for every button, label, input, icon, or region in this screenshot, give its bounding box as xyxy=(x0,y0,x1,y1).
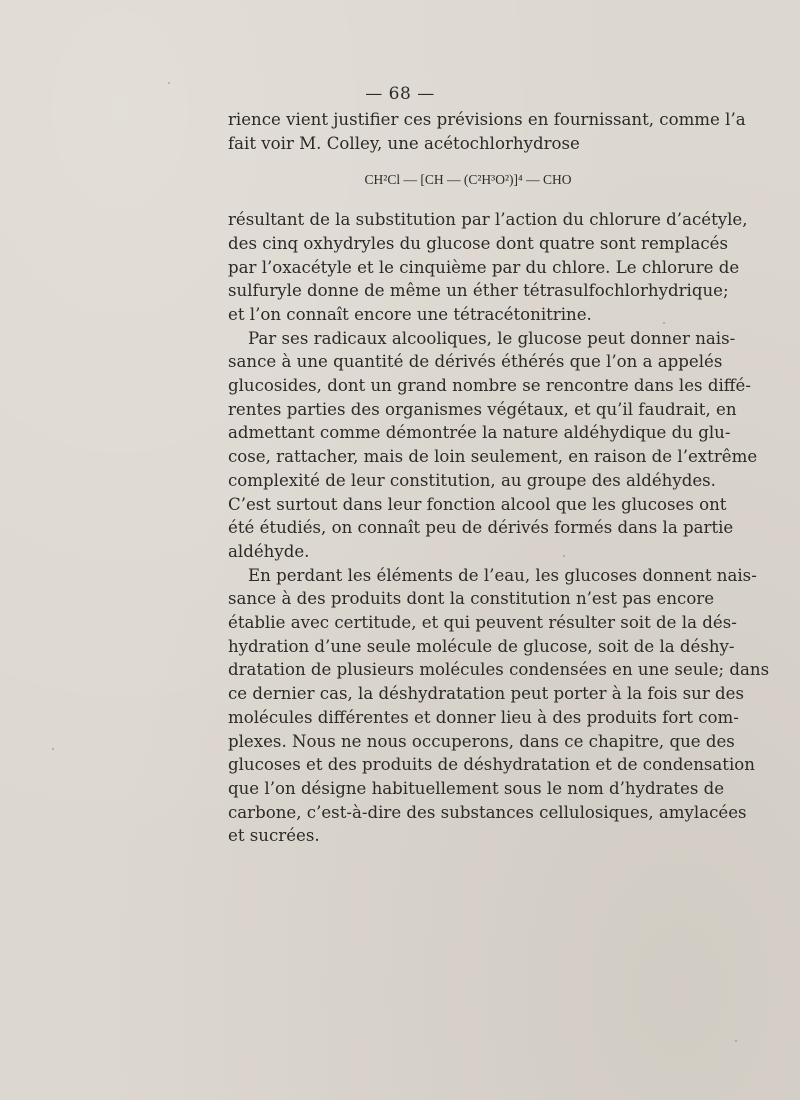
text-line: établie avec certitude, et qui peuvent résulter soit de la dés- xyxy=(228,613,737,633)
text-line: glucoses et des produits de déshydratation et de condensation xyxy=(228,755,755,775)
text-line: fait voir M. Colley, une acétochlorhydrose xyxy=(228,133,580,153)
text-line: rience vient justifier ces prévisions en fournissant, comme l’a xyxy=(228,110,746,129)
text-line: par l’oxacétyle et le cinquième par du chlore. Le chlorure de xyxy=(228,257,740,277)
text-line: des cinq oxhydryles du glucose dont quatre sont remplacés xyxy=(228,233,728,253)
text-line: admettant comme démontrée la nature aldéhydique du glu- xyxy=(228,423,731,443)
text-line: que l’on désigne habituellement sous le nom d’hydrates de xyxy=(228,778,725,798)
text-line: hydration d’une seule molécule de glucose, soit de la déshy- xyxy=(228,636,735,656)
paper-speck xyxy=(52,748,54,750)
paper-speck xyxy=(735,1040,737,1042)
chemical-formula: CH²Cl — [CH — (C²H³O²)]⁴ — CHO xyxy=(364,172,572,188)
text-line: complexité de leur constitution, au groupe des aldéhydes. xyxy=(228,470,716,490)
text-line: sance à des produits dont la constitution n’est pas encore xyxy=(228,589,715,609)
text-line: glucosides, dont un grand nombre se rencontre dans les diffé- xyxy=(228,376,751,396)
text-line: été étudiés, on connaît peu de dérivés formés dans la partie xyxy=(228,518,734,538)
text-line: sance à une quantité de dérivés éthérés que l’on a appelés xyxy=(228,352,723,372)
text-line: cose, rattacher, mais de loin seulement, en raison de l’extrême xyxy=(228,447,758,467)
page-number: — 68 — xyxy=(365,84,435,104)
body-text xyxy=(228,108,770,848)
text-line: molécules différentes et donner lieu à des produits fort com- xyxy=(228,707,739,727)
text-line: carbone, c’est-à-dire des substances cellulosiques, amylacées xyxy=(228,802,747,822)
text-line: En perdant les éléments de l’eau, les glucoses donnent nais- xyxy=(248,565,757,585)
text-line: sulfuryle donne de même un éther tétrasulfochlorhydrique; xyxy=(228,281,729,301)
paragraph xyxy=(228,327,758,564)
text-line: ce dernier cas, la déshydratation peut porter à la fois sur des xyxy=(228,684,745,704)
text-line: Par ses radicaux alcooliques, le glucose peut donner nais- xyxy=(248,328,736,348)
intro-paragraph xyxy=(228,108,746,155)
text-line: rentes parties des organismes végétaux, et qu’il faudrait, en xyxy=(228,399,737,419)
paper-speck xyxy=(663,322,665,324)
paragraph xyxy=(228,208,748,327)
text-line: C’est surtout dans leur fonction alcool que les glucoses ont xyxy=(228,494,727,514)
paper-speck xyxy=(563,555,565,557)
text-line: résultant de la substitution par l’action du chlorure d’acétyle, xyxy=(228,210,748,230)
text-line: dratation de plusieurs molécules condensées en une seule; dans xyxy=(228,660,770,680)
paper-speck xyxy=(168,82,170,84)
paragraph xyxy=(228,564,770,848)
text-line: plexes. Nous ne nous occuperons, dans ce chapitre, que des xyxy=(228,731,735,751)
text-line: aldéhyde. xyxy=(228,541,310,561)
text-line: et sucrées. xyxy=(228,826,320,846)
text-line: et l’on connaît encore une tétracétonitrine. xyxy=(228,304,592,324)
